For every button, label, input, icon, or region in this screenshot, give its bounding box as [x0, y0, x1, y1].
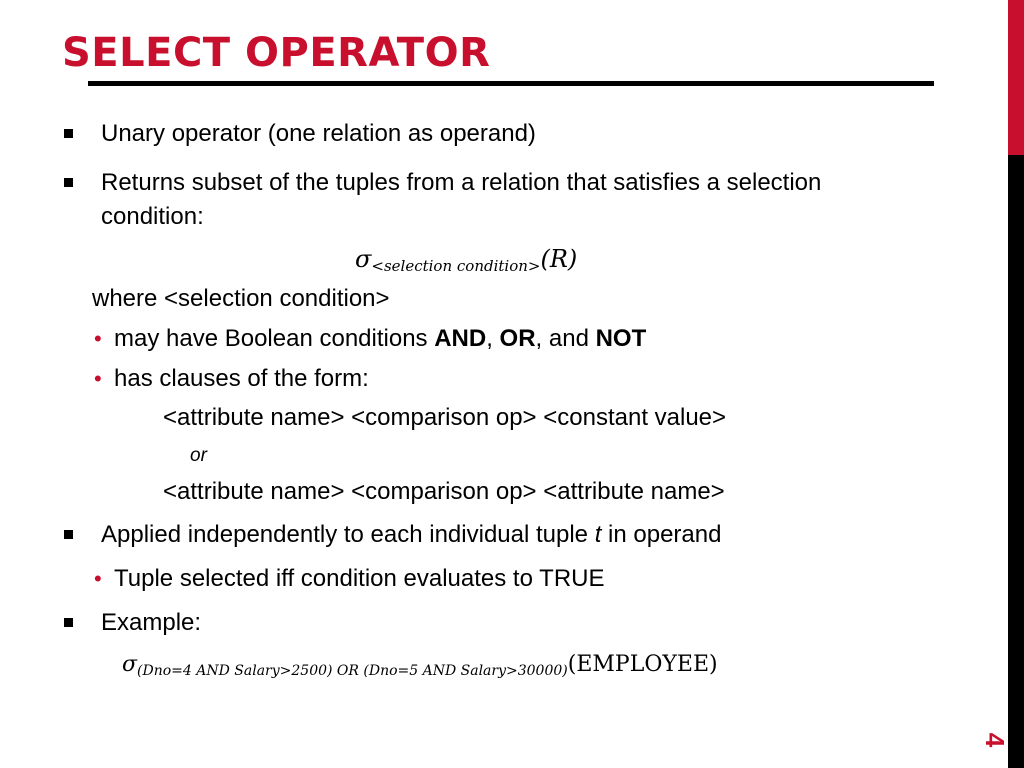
- separator: , and: [535, 325, 596, 352]
- sub-bullet-clauses: has clauses of the form:: [114, 365, 369, 392]
- keyword-or: OR: [499, 325, 536, 352]
- dot-bullet-icon: •: [94, 566, 102, 591]
- bullet-unary-operator: Unary operator (one relation as operand): [101, 120, 536, 147]
- slide-title: SELECT OPERATOR: [62, 30, 491, 76]
- example-argument: (EMPLOYEE): [567, 652, 718, 677]
- sub-bullet-tuple-selected: Tuple selected iff condition evaluates to TRUE: [114, 565, 605, 592]
- or-word: or: [190, 445, 207, 466]
- clause-attribute: <attribute name> <comparison op> <attribute name>: [163, 478, 725, 505]
- where-line: where <selection condition>: [92, 285, 390, 312]
- sub-bullet-boolean: [114, 324, 646, 354]
- dot-bullet-icon: •: [94, 366, 102, 391]
- bullet-applied-independently: [101, 520, 721, 550]
- square-bullet-icon: [64, 618, 73, 627]
- separator: ,: [486, 325, 500, 352]
- right-accent-bar-red: [1008, 0, 1024, 155]
- square-bullet-icon: [64, 530, 73, 539]
- square-bullet-icon: [64, 178, 73, 187]
- formula-subscript: <selection condition>: [371, 257, 541, 275]
- bullet-returns-subset: Returns subset of the tuples from a relation that satisfies a selection: [101, 169, 822, 196]
- applied-suffix: in operand: [601, 521, 722, 548]
- boolean-prefix: may have Boolean conditions: [114, 325, 435, 352]
- square-bullet-icon: [64, 129, 73, 138]
- bullet-example: Example:: [101, 609, 202, 636]
- keyword-not: NOT: [595, 325, 647, 352]
- clause-constant: <attribute name> <comparison op> <constant value>: [163, 404, 727, 431]
- sigma-symbol: σ: [355, 245, 372, 273]
- applied-prefix: Applied independently to each individual tuple: [101, 521, 595, 548]
- example-subscript: (Dno=4 AND Salary>2500) OR (Dno=5 AND Salary>30000): [137, 663, 568, 679]
- tuple-variable: t: [594, 521, 602, 548]
- formula-argument: (R): [540, 245, 578, 273]
- selection-formula: [355, 244, 577, 281]
- bullet-returns-subset-cont: condition:: [101, 203, 204, 230]
- right-accent-bar-black: [1008, 155, 1024, 768]
- dot-bullet-icon: •: [94, 326, 102, 351]
- page-number: 4: [980, 732, 1010, 748]
- example-formula: [122, 650, 718, 686]
- keyword-and: AND: [434, 325, 487, 352]
- title-underline: [88, 81, 934, 86]
- sigma-symbol: σ: [122, 652, 138, 677]
